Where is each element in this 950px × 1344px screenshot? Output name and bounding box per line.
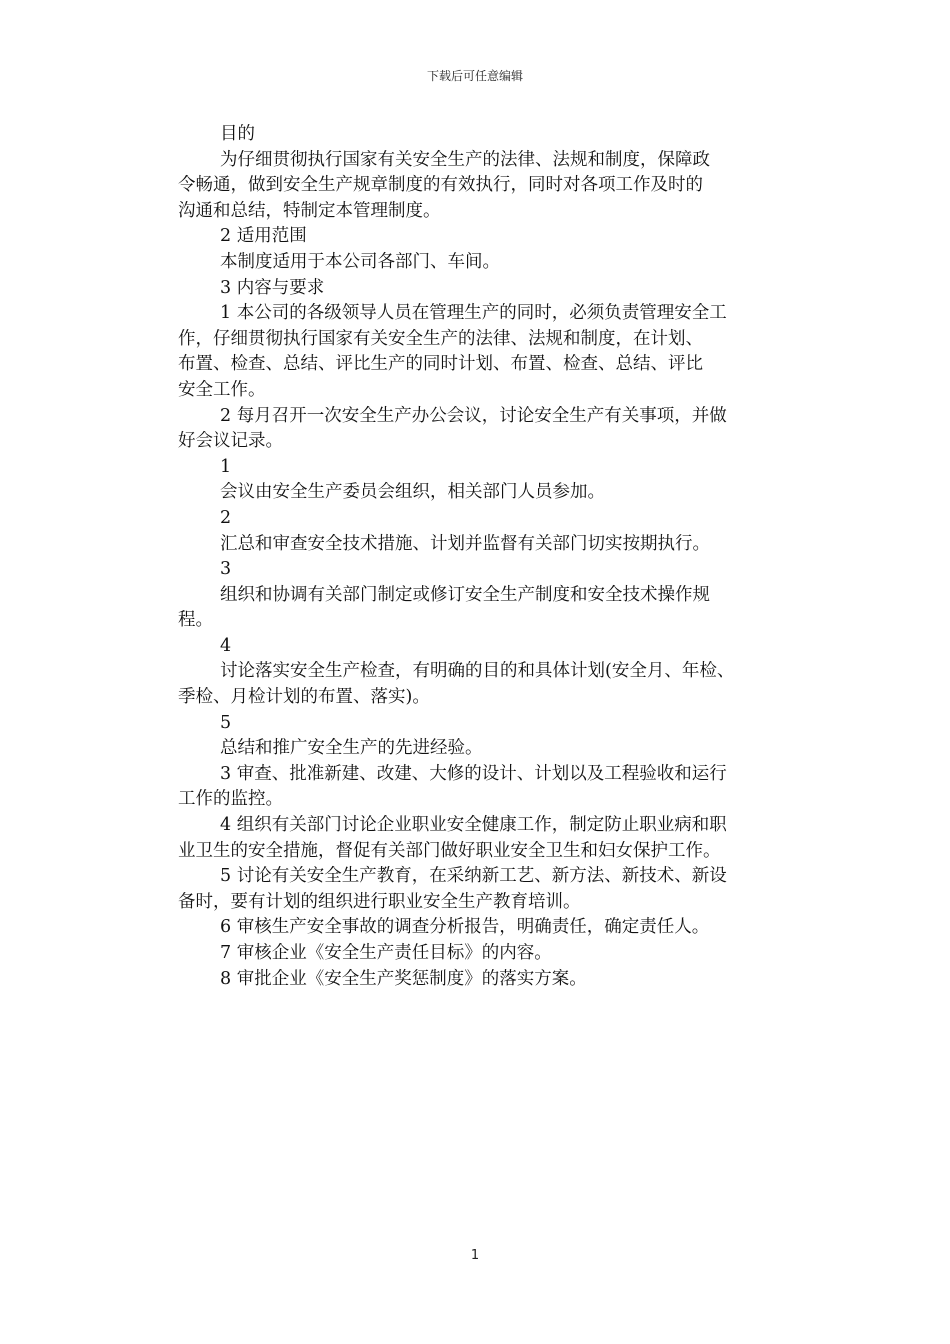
paragraph-line: 季检、月检计划的布置、落实)。 (178, 687, 430, 708)
paragraph-line: 安全工作。 (178, 379, 266, 400)
paragraph-line: 1 本公司的各级领导人员在管理生产的同时，必须负责管理安全工 (220, 303, 727, 324)
paragraph (178, 301, 778, 403)
page-number: 1 (470, 1248, 480, 1263)
paragraph-line: 会议由安全生产委员会组织，相关部门人员参加。 (220, 482, 605, 503)
paragraph-line: 讨论落实安全生产检查，有明确的目的和具体计划(安全月、年检、 (220, 661, 735, 682)
paragraph-line: 目的 (220, 124, 255, 144)
paragraph (178, 148, 778, 225)
paragraph (178, 224, 778, 250)
paragraph (178, 480, 778, 506)
paragraph-line: 总结和推广安全生产的先进经验。 (220, 738, 483, 759)
paragraph (178, 941, 778, 967)
paragraph-line: 2 适用范围 (220, 226, 307, 247)
paragraph-line: 程。 (178, 610, 213, 631)
paragraph (178, 404, 778, 455)
paragraph (178, 634, 778, 660)
paragraph-line: 汇总和审查安全技术措施、计划并监督有关部门切实按期执行。 (220, 533, 710, 554)
paragraph (178, 967, 778, 993)
paragraph-line: 2 (220, 507, 232, 528)
paragraph (178, 711, 778, 737)
page-header: 下载后可任意编辑 (426, 69, 523, 83)
paragraph (178, 583, 778, 634)
paragraph-line: 本制度适用于本公司各部门、车间。 (220, 251, 500, 272)
paragraph-line: 作，仔细贯彻执行国家有关安全生产的法律、法规和制度，在计划、 (178, 328, 703, 349)
paragraph-line: 6 审核生产安全事故的调查分析报告，明确责任，确定责任人。 (220, 917, 710, 938)
paragraph (178, 762, 778, 813)
paragraph (178, 532, 778, 558)
paragraph-line: 3 审查、批准新建、改建、大修的设计、计划以及工程验收和运行 (220, 763, 727, 784)
paragraph (178, 736, 778, 762)
paragraph (178, 250, 778, 276)
paragraph-line: 8 审批企业《安全生产奖惩制度》的落实方案。 (220, 968, 587, 989)
paragraph-line: 5 (220, 712, 232, 733)
paragraph-line: 布置、检查、总结、评比生产的同时计划、布置、检查、总结、评比 (178, 354, 703, 375)
paragraph-line: 组织和协调有关部门制定或修订安全生产制度和安全技术操作规 (220, 584, 710, 605)
paragraph (178, 455, 778, 481)
paragraph (178, 915, 778, 941)
paragraph (178, 813, 778, 864)
paragraph-line: 好会议记录。 (178, 431, 283, 452)
paragraph-line: 工作的监控。 (178, 789, 283, 810)
paragraph-line: 业卫生的安全措施，督促有关部门做好职业安全卫生和妇女保护工作。 (178, 840, 721, 861)
paragraph (178, 557, 778, 583)
paragraph-line: 令畅通，做到安全生产规章制度的有效执行，同时对各项工作及时的 (178, 175, 703, 196)
paragraph-line: 沟通和总结，特制定本管理制度。 (178, 200, 441, 221)
paragraph-line: 4 组织有关部门讨论企业职业安全健康工作，制定防止职业病和职 (220, 815, 727, 836)
paragraph-line: 备时，要有计划的组织进行职业安全生产教育培训。 (178, 891, 581, 912)
paragraph-line: 4 (220, 635, 232, 656)
paragraph-line: 1 (220, 456, 232, 477)
paragraph-line: 3 内容与要求 (220, 277, 325, 298)
paragraph (178, 122, 778, 148)
paragraph (178, 659, 778, 710)
paragraph-line: 7 审核企业《安全生产责任目标》的内容。 (220, 943, 552, 963)
paragraph-line: 2 每月召开一次安全生产办公会议，讨论安全生产有关事项，并做 (220, 405, 727, 426)
paragraph-line: 3 (220, 559, 232, 580)
paragraph (178, 506, 778, 532)
paragraph-line: 为仔细贯彻执行国家有关安全生产的法律、法规和制度，保障政 (220, 149, 710, 170)
paragraph (178, 864, 778, 915)
paragraph-line: 5 讨论有关安全生产教育，在采纳新工艺、新方法、新技术、新设 (220, 866, 727, 887)
document-body (178, 122, 778, 992)
paragraph (178, 276, 778, 302)
